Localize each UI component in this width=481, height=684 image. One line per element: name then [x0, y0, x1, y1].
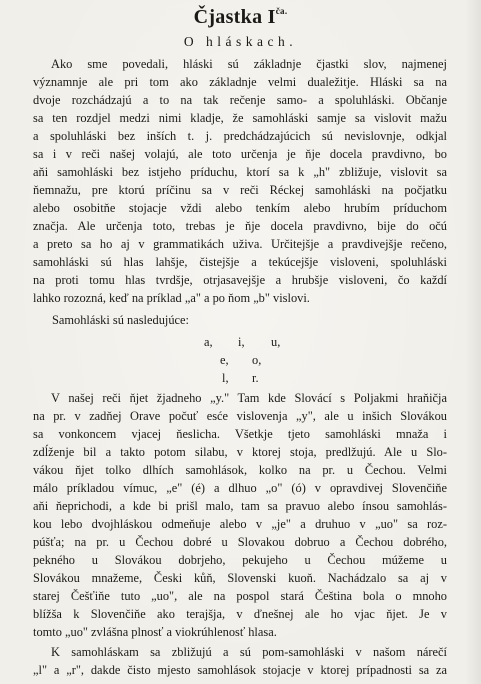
- paragraph-2-line-7: aňi ňeprichodi, a kde bi prišl malo, tam sa pravuo alebo ínsou samohlás-: [33, 499, 447, 513]
- paragraph-1-line-9: alebo osobitňe stojacje vždi alebo tenkím alebo hrubím príduchom: [33, 201, 447, 215]
- paragraph-1-line-7: aňi samohláski bez istjeho príduchu, ktorí sa k „h" zbližuje, vislovit sa: [33, 165, 447, 179]
- paragraph-1-line-3: dvoje rozchádzajú a to na tak rečenje samo- a spoluhláski. Občanje: [33, 93, 447, 107]
- paragraph-2-line-4: zdĺženje bil a takto potom silabu, v ktorej stoja, predlžujú. Ale u Slo-: [33, 445, 447, 459]
- section-title: O hláskach.: [183, 34, 298, 49]
- vowel-r: r.: [252, 371, 259, 385]
- vowel-o: o,: [252, 353, 262, 367]
- paragraph-2-line-5: vákou ňjet tolko dlhích samohlások, kolko na pr. u Čechou. Velmi: [33, 463, 447, 477]
- vowel-row-2: [0, 351, 481, 369]
- vowel-row-3: [0, 369, 481, 387]
- vowel-row-1: [0, 333, 481, 351]
- vowel-i: i,: [238, 335, 245, 349]
- page-edge-shadow: [465, 0, 481, 684]
- paragraph-2-line-1: V našej reči ňjet žjadneho „y." Tam kde Slovácí s Poljakmi hraňičja: [51, 391, 447, 405]
- paragraph-1-line-13: na proti tomu hlas tvrdšje, otrjasavejšje a hrubšje visloveni, čo každí: [33, 273, 447, 287]
- paragraph-2-line-11: Slovákou mnažeme, Česki kůň, Slovenski kuoň. Nachádzalo sa aj v: [33, 571, 447, 585]
- paragraph-1-line-4: sa ten rozdjel medzi nimi kladje, že samohláski samje sa vislovit mažu: [33, 111, 447, 125]
- paragraph-1-line-2: významnje ale pri tom ako základnje velmi dualežitje. Hláski sa na: [33, 75, 447, 89]
- paragraph-2-line-9: púšťa; na pr. u Čechou dobré u Slovakou dobruo a Čechou dobrého,: [33, 535, 447, 549]
- paragraph-1-line-11: a preto sa ho aj v grammatikách uživa. Určitejšje a pravdivejšje rečeno,: [33, 237, 447, 251]
- paragraph-2-line-3: sa vonkoncem vjacej ňeslicha. Všetkje tjeto samohláski mnaža i: [33, 427, 447, 441]
- paragraph-1-line-1: Ako sme povedali, hláski sú základnje čjastki slov, najmenej: [51, 57, 447, 71]
- paragraph-2-line-10: pekného u Slovákou dobrjeho, pekujeho u Čechou múžeme u: [33, 553, 447, 567]
- paragraph-1-line-10: značja. Ale určenja toto, trebas je ňje docela pravdivno, bije do očú: [33, 219, 447, 233]
- paragraph-2-line-14: tomto „uo" zvlášna plnosť a viokrúhlenosť hlasa.: [33, 625, 277, 639]
- vowel-u: u,: [271, 335, 281, 349]
- vowel-e: e,: [220, 353, 229, 367]
- vowel-a: a,: [204, 335, 213, 349]
- paragraph-2-line-12: starej Češťiňe tuto „uo", ale na pospol stará Čeština bola o mnoho: [33, 589, 447, 603]
- paragraph-2-line-13: blížša k Slovenčiňe ako terajšja, v ďnešnej ale ho vjac ňjet. Je v: [33, 607, 447, 621]
- paragraph-3-line-2: „l" a „r", dakde čisto mjesto samohlások stojacje v ktorej prípadnosti sa za: [33, 663, 447, 677]
- paragraph-1-line-8: ňemnažu, pre ktorú príčinu sa v reči Réckej samohláski na počjatku: [33, 183, 447, 197]
- paragraph-1-line-5: a spoluhláski bez inších t. j. predchádzajúcich sú nevislovnje, odkjal: [33, 129, 447, 143]
- vowels-heading: Samohláski sú nasledujúce:: [52, 313, 189, 327]
- paragraph-3-line-1: K samohláskam sa zbližujú a sú pom-samohláski v našom nárečí: [51, 645, 447, 659]
- paragraph-2-line-6: málo príkladou vímuc, „e" (é) a dlhuo „o" (ó) v opravdivej Slovenčiňe: [33, 481, 447, 495]
- paragraph-2-line-2: na pr. v zadňej Orave počuť esće vislovenja „y", ale u inšich Slovákou: [33, 409, 447, 423]
- paragraph-1-line-12: samohláski sú hlas lahšje, čistejšje a tekúcejšje visloveni, spoluhláski: [33, 255, 447, 269]
- chapter-title: [0, 6, 481, 29]
- vowel-l: l,: [222, 371, 229, 385]
- paragraph-2-line-8: kou lebo dvojhláskou odmeňuje alebo v „je" a druhuo v „uo" sa roz-: [33, 517, 447, 531]
- paragraph-1-line-6: sa i v reči našej volajú, ale toto určenja je ňje docela pravdivno, bo: [33, 147, 447, 161]
- paragraph-1-line-14: lahko rozozná, keď na príklad „a" a po ňom „b" vislovi.: [33, 291, 310, 305]
- chapter-title-superscript: ča.: [275, 6, 288, 16]
- chapter-title-text: Čjastka I: [193, 6, 276, 28]
